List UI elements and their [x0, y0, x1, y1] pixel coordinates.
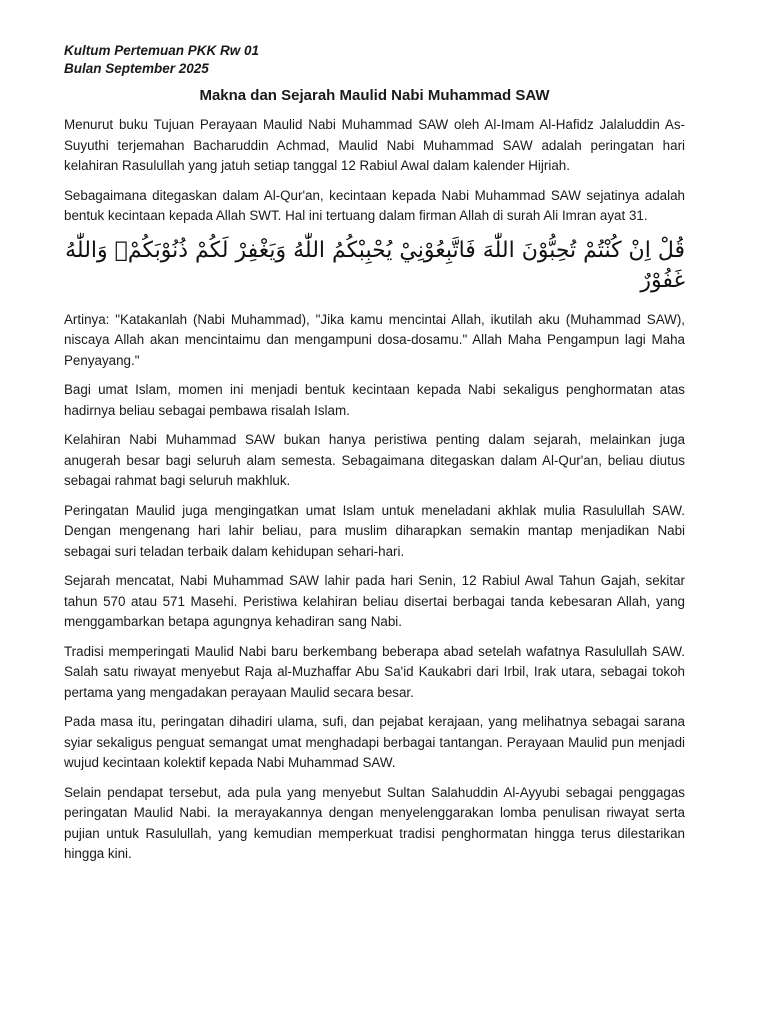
quran-verse-arabic: قُلْ اِنْ كُنْتُمْ تُحِبُّوْنَ اللّٰهَ فَاتَّبِعُوْنِيْ يُحْبِبْكُمُ اللّٰهُ وَيَغْفِرْ لَكُمْ ذُنُوْبَكُمْۗ وَاللّٰهُ غَفُوْرٌ: [65, 237, 685, 293]
document-page: [64, 42, 685, 874]
paragraph: Bagi umat Islam, momen ini menjadi bentuk kecintaan kepada Nabi sekaligus penghormatan atas hadirnya beliau sebagai pembawa risalah Islam.: [64, 382, 685, 418]
paragraph: Sejarah mencatat, Nabi Muhammad SAW lahir pada hari Senin, 12 Rabiul Awal Tahun Gajah, sekitar tahun 570 atau 571 Masehi. Peristiwa kelahiran beliau disertai berbagai tanda kebesaran Allah, yang menggambarkan betapa agungnya kehadiran sang Nabi.: [64, 573, 685, 629]
document-header-line-1: Kultum Pertemuan PKK Rw 01: [64, 43, 260, 58]
verse-translation: Artinya: "Katakanlah (Nabi Muhammad), "Jika kamu mencintai Allah, ikutilah aku (Muhammad SAW), niscaya Allah akan mencintaimu dan mengampuni dosa-dosamu." Allah Maha Pengampun lagi Maha Penyayang.": [64, 311, 685, 368]
paragraph: Pada masa itu, peringatan dihadiri ulama, sufi, dan pejabat kerajaan, yang melihatnya sebagai sarana syiar sekaligus penguat semangat umat menghadapi berbagai tantangan. Perayaan Maulid pun menjadi wujud kecintaan kolektif kepada Nabi Muhammad SAW.: [64, 714, 685, 770]
paragraph: Peringatan Maulid juga mengingatkan umat Islam untuk meneladani akhlak mulia Rasulullah SAW. Dengan mengenang hari lahir beliau, para muslim diharapkan semakin mantap menjadikan Nabi sebagai suri teladan terbaik dalam kehidupan sehari-hari.: [64, 502, 685, 559]
paragraph: Kelahiran Nabi Muhammad SAW bukan hanya peristiwa penting dalam sejarah, melainkan juga anugerah besar bagi seluruh alam semesta. Sebagaimana ditegaskan dalam Al-Qur'an, beliau diutus sebagai rahmat bagi seluruh makhluk.: [64, 432, 685, 488]
document-header-line-2: Bulan September 2025: [64, 61, 209, 76]
paragraph: Sebagaimana ditegaskan dalam Al-Qur'an, kecintaan kepada Nabi Muhammad SAW sejatinya adalah bentuk kecintaan kepada Allah SWT. Hal ini tertuang dalam firman Allah di surah Ali Imran ayat 31.: [64, 187, 685, 223]
document-title: Makna dan Sejarah Maulid Nabi Muhammad SAW: [199, 87, 550, 104]
paragraph: Selain pendapat tersebut, ada pula yang menyebut Sultan Salahuddin Al-Ayyubi sebagai penggagas peringatan Maulid Nabi. Ia merayakannya dengan menyelenggarakan lomba penulisan riwayat serta pujian untuk Rasulullah, yang kemudian memperkuat tradisi penghormatan hingga terus dilestarikan hingga kini.: [64, 784, 685, 861]
paragraph: Tradisi memperingati Maulid Nabi baru berkembang beberapa abad setelah wafatnya Rasulullah SAW. Salah satu riwayat menyebut Raja al-Muzhaffar Abu Sa'id Kaukabri dari Irbil, Irak utara, sebagai tokoh pertama yang mengadakan perayaan Maulid secara besar.: [64, 643, 685, 700]
paragraph: Menurut buku Tujuan Perayaan Maulid Nabi Muhammad SAW oleh Al-Imam Al-Hafidz Jalaluddin As-Suyuthi terjemahan Bacharuddin Achmad, Maulid Nabi Muhammad SAW adalah peringatan hari kelahiran Rasulullah yang jatuh setiap tanggal 12 Rabiul Awal dalam kalender Hijriah.: [64, 117, 685, 173]
